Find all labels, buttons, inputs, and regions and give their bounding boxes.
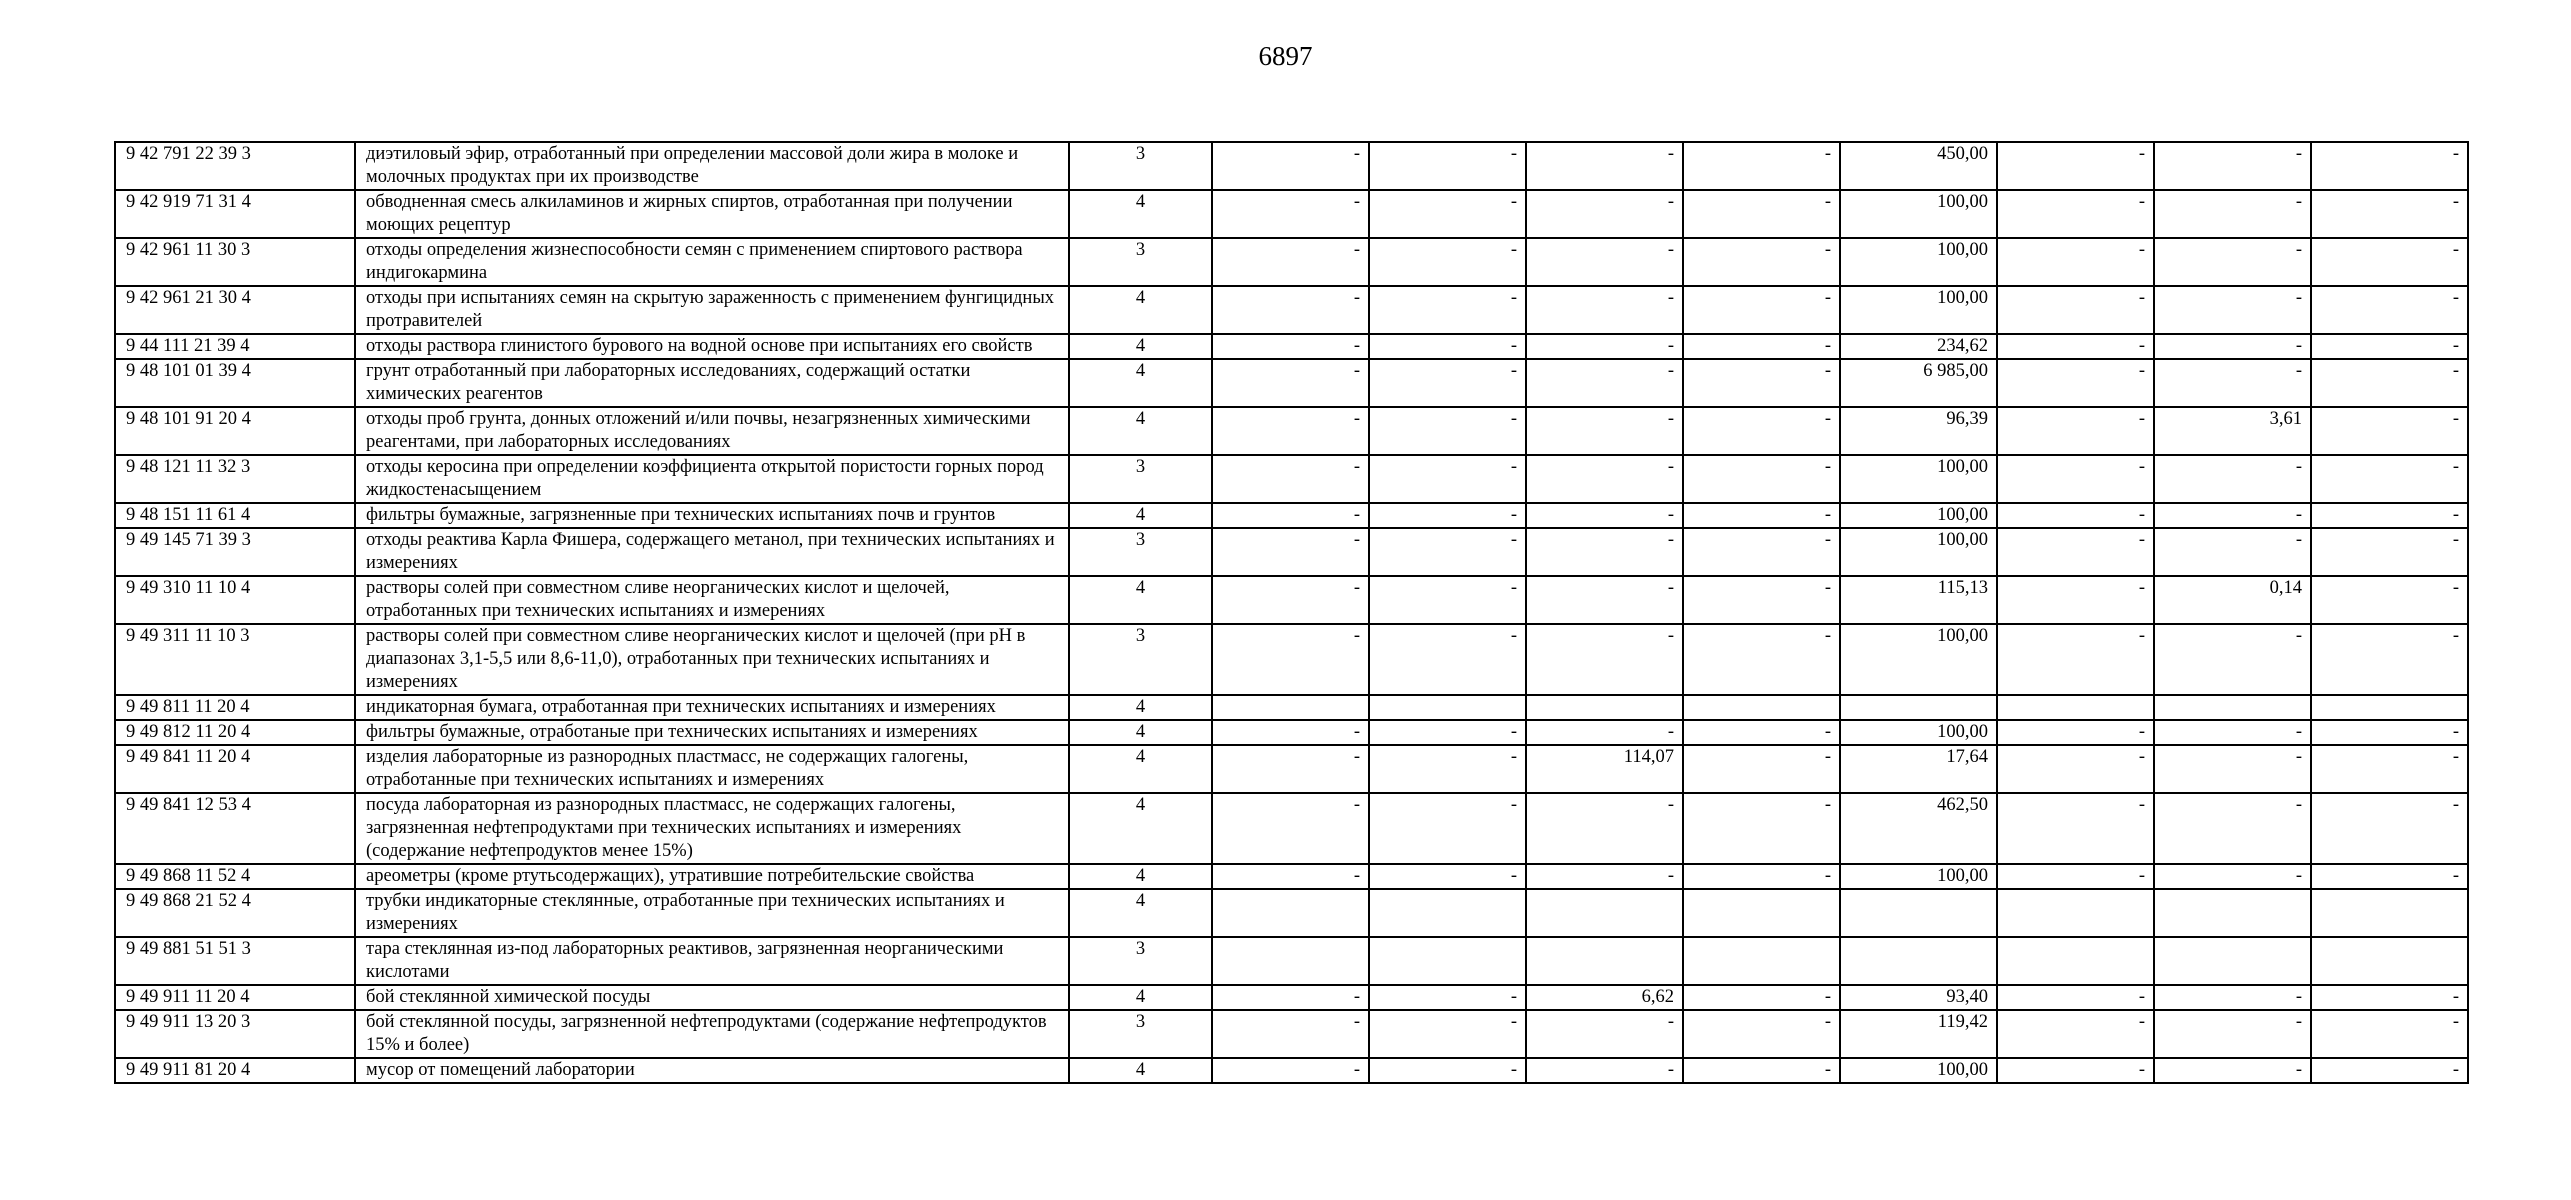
value-cell: - xyxy=(1997,503,2154,528)
waste-code-cell: 9 48 151 11 61 4 xyxy=(115,503,355,528)
table-row xyxy=(115,190,2468,238)
table-row xyxy=(115,455,2468,503)
value-cell: - xyxy=(1683,624,1840,695)
value-cell: - xyxy=(2154,793,2311,864)
hazard-class-cell: 3 xyxy=(1069,238,1212,286)
waste-code-cell: 9 49 841 11 20 4 xyxy=(115,745,355,793)
value-cell xyxy=(2154,695,2311,720)
waste-name-cell: отходы реактива Карла Фишера, содержащего метанол, при технических испытаниях и измерениях xyxy=(355,528,1069,576)
value-cell xyxy=(1526,889,1683,937)
value-cell: - xyxy=(2154,1010,2311,1058)
value-cell: - xyxy=(1526,528,1683,576)
value-cell: - xyxy=(1526,576,1683,624)
value-cell: - xyxy=(1997,334,2154,359)
value-cell: - xyxy=(1212,407,1369,455)
value-cell xyxy=(2154,937,2311,985)
table-row xyxy=(115,1010,2468,1058)
value-cell: - xyxy=(2154,455,2311,503)
waste-name-cell: отходы керосина при определении коэффициента открытой пористости горных пород жидкостенасыщением xyxy=(355,455,1069,503)
value-cell: - xyxy=(1369,793,1526,864)
value-cell xyxy=(1683,695,1840,720)
value-cell: - xyxy=(1683,455,1840,503)
value-cell: 450,00 xyxy=(1840,142,1997,190)
value-cell: - xyxy=(1683,190,1840,238)
value-cell: - xyxy=(1526,238,1683,286)
value-cell: - xyxy=(1212,238,1369,286)
waste-name-cell: фильтры бумажные, загрязненные при технических испытаниях почв и грунтов xyxy=(355,503,1069,528)
value-cell: 100,00 xyxy=(1840,720,1997,745)
value-cell xyxy=(1369,695,1526,720)
value-cell: - xyxy=(1997,142,2154,190)
value-cell: - xyxy=(1997,455,2154,503)
waste-code-cell: 9 42 961 21 30 4 xyxy=(115,286,355,334)
value-cell: - xyxy=(1683,334,1840,359)
table-row xyxy=(115,359,2468,407)
table-row xyxy=(115,576,2468,624)
hazard-class-cell: 3 xyxy=(1069,624,1212,695)
value-cell: - xyxy=(2311,793,2468,864)
table-row xyxy=(115,407,2468,455)
value-cell: - xyxy=(1526,503,1683,528)
value-cell: - xyxy=(2154,190,2311,238)
value-cell xyxy=(1212,695,1369,720)
waste-name-cell: индикаторная бумага, отработанная при технических испытаниях и измерениях xyxy=(355,695,1069,720)
value-cell xyxy=(2154,889,2311,937)
value-cell: - xyxy=(1212,793,1369,864)
hazard-class-cell: 4 xyxy=(1069,1058,1212,1083)
page-number: 6897 xyxy=(1258,41,1313,71)
value-cell: - xyxy=(2311,985,2468,1010)
value-cell: - xyxy=(1526,334,1683,359)
hazard-class-cell: 4 xyxy=(1069,359,1212,407)
table-row xyxy=(115,864,2468,889)
value-cell: - xyxy=(1369,503,1526,528)
value-cell xyxy=(1526,695,1683,720)
value-cell: - xyxy=(2311,359,2468,407)
waste-code-cell: 9 49 311 11 10 3 xyxy=(115,624,355,695)
value-cell: - xyxy=(1212,864,1369,889)
value-cell: - xyxy=(1369,238,1526,286)
value-cell: - xyxy=(1683,503,1840,528)
value-cell: 3,61 xyxy=(2154,407,2311,455)
hazard-class-cell: 4 xyxy=(1069,286,1212,334)
waste-name-cell: растворы солей при совместном сливе неорганических кислот и щелочей (при pH в диапазонах 3,1-5,5 или 8,6-11,0), отработанных при технических испытаниях и измерениях xyxy=(355,624,1069,695)
value-cell: - xyxy=(2154,1058,2311,1083)
waste-name-cell: отходы определения жизнеспособности семян с применением спиртового раствора индигокармина xyxy=(355,238,1069,286)
value-cell: - xyxy=(2311,1058,2468,1083)
value-cell: 100,00 xyxy=(1840,238,1997,286)
hazard-class-cell: 4 xyxy=(1069,864,1212,889)
value-cell: - xyxy=(1369,455,1526,503)
value-cell: - xyxy=(1997,238,2154,286)
value-cell: - xyxy=(1683,142,1840,190)
hazard-class-cell: 3 xyxy=(1069,142,1212,190)
value-cell: - xyxy=(2154,286,2311,334)
value-cell: - xyxy=(2311,528,2468,576)
hazard-class-cell: 3 xyxy=(1069,937,1212,985)
value-cell: - xyxy=(1212,745,1369,793)
waste-code-cell: 9 44 111 21 39 4 xyxy=(115,334,355,359)
value-cell: - xyxy=(1526,864,1683,889)
value-cell: 93,40 xyxy=(1840,985,1997,1010)
value-cell xyxy=(1840,695,1997,720)
value-cell: - xyxy=(2311,1010,2468,1058)
value-cell: - xyxy=(1526,1010,1683,1058)
value-cell: - xyxy=(1369,334,1526,359)
value-cell: - xyxy=(1997,745,2154,793)
value-cell: 100,00 xyxy=(1840,286,1997,334)
value-cell: - xyxy=(1997,985,2154,1010)
value-cell: 114,07 xyxy=(1526,745,1683,793)
waste-code-cell: 9 48 121 11 32 3 xyxy=(115,455,355,503)
hazard-class-cell: 4 xyxy=(1069,576,1212,624)
value-cell: - xyxy=(1683,745,1840,793)
value-cell: - xyxy=(1683,359,1840,407)
value-cell: 17,64 xyxy=(1840,745,1997,793)
hazard-class-cell: 4 xyxy=(1069,190,1212,238)
value-cell: - xyxy=(2311,190,2468,238)
value-cell: - xyxy=(1683,720,1840,745)
value-cell: - xyxy=(1683,528,1840,576)
waste-name-cell: тара стеклянная из-под лабораторных реактивов, загрязненная неорганическими кислотами xyxy=(355,937,1069,985)
waste-code-cell: 9 49 841 12 53 4 xyxy=(115,793,355,864)
table-row xyxy=(115,1058,2468,1083)
value-cell: - xyxy=(1369,286,1526,334)
value-cell: - xyxy=(1212,142,1369,190)
value-cell: - xyxy=(2154,528,2311,576)
value-cell: - xyxy=(1369,359,1526,407)
waste-code-cell: 9 49 881 51 51 3 xyxy=(115,937,355,985)
value-cell: - xyxy=(1526,359,1683,407)
value-cell: - xyxy=(2311,576,2468,624)
value-cell: - xyxy=(1526,624,1683,695)
value-cell: 100,00 xyxy=(1840,503,1997,528)
waste-name-cell: отходы проб грунта, донных отложений и/или почвы, незагрязненных химическими реагентами, при лабораторных исследованиях xyxy=(355,407,1069,455)
value-cell: - xyxy=(2311,286,2468,334)
value-cell: - xyxy=(2311,334,2468,359)
hazard-class-cell: 4 xyxy=(1069,695,1212,720)
value-cell: - xyxy=(1683,864,1840,889)
waste-name-cell: бой стеклянной посуды, загрязненной нефтепродуктами (содержание нефтепродуктов 15% и более) xyxy=(355,1010,1069,1058)
hazard-class-cell: 3 xyxy=(1069,455,1212,503)
value-cell: - xyxy=(2311,142,2468,190)
value-cell: - xyxy=(2311,407,2468,455)
value-cell: - xyxy=(2311,864,2468,889)
value-cell: - xyxy=(1369,745,1526,793)
value-cell: 96,39 xyxy=(1840,407,1997,455)
value-cell: - xyxy=(1369,407,1526,455)
waste-name-cell: отходы раствора глинистого бурового на водной основе при испытаниях его свойств xyxy=(355,334,1069,359)
waste-table xyxy=(114,141,2469,1084)
value-cell xyxy=(1997,695,2154,720)
value-cell: 100,00 xyxy=(1840,455,1997,503)
waste-code-cell: 9 49 868 11 52 4 xyxy=(115,864,355,889)
table-row xyxy=(115,793,2468,864)
value-cell: - xyxy=(1212,528,1369,576)
value-cell: 100,00 xyxy=(1840,864,1997,889)
table-row xyxy=(115,528,2468,576)
waste-code-cell: 9 49 868 21 52 4 xyxy=(115,889,355,937)
value-cell: - xyxy=(2154,503,2311,528)
value-cell: - xyxy=(1212,576,1369,624)
hazard-class-cell: 4 xyxy=(1069,407,1212,455)
waste-code-cell: 9 42 919 71 31 4 xyxy=(115,190,355,238)
waste-code-cell: 9 49 911 11 20 4 xyxy=(115,985,355,1010)
value-cell: - xyxy=(1369,864,1526,889)
value-cell: - xyxy=(1683,1058,1840,1083)
table-row xyxy=(115,503,2468,528)
table-row xyxy=(115,889,2468,937)
value-cell xyxy=(1683,937,1840,985)
hazard-class-cell: 4 xyxy=(1069,720,1212,745)
value-cell: 462,50 xyxy=(1840,793,1997,864)
value-cell: - xyxy=(1212,720,1369,745)
value-cell: - xyxy=(1369,624,1526,695)
waste-code-cell: 9 42 791 22 39 3 xyxy=(115,142,355,190)
value-cell: - xyxy=(1212,190,1369,238)
value-cell: 115,13 xyxy=(1840,576,1997,624)
waste-code-cell: 9 49 911 13 20 3 xyxy=(115,1010,355,1058)
value-cell: - xyxy=(2154,238,2311,286)
value-cell: - xyxy=(1526,190,1683,238)
waste-name-cell: обводненная смесь алкиламинов и жирных спиртов, отработанная при получении моющих рецептур xyxy=(355,190,1069,238)
value-cell: - xyxy=(1997,1058,2154,1083)
value-cell: - xyxy=(1369,528,1526,576)
waste-code-cell: 9 48 101 01 39 4 xyxy=(115,359,355,407)
waste-name-cell: диэтиловый эфир, отработанный при определении массовой доли жира в молоке и молочных продуктах при их производстве xyxy=(355,142,1069,190)
value-cell: - xyxy=(1212,624,1369,695)
value-cell xyxy=(1369,937,1526,985)
value-cell: - xyxy=(1212,334,1369,359)
hazard-class-cell: 4 xyxy=(1069,985,1212,1010)
waste-name-cell: фильтры бумажные, отработаные при технических испытаниях и измерениях xyxy=(355,720,1069,745)
value-cell xyxy=(2311,695,2468,720)
value-cell xyxy=(2311,889,2468,937)
waste-name-cell: мусор от помещений лаборатории xyxy=(355,1058,1069,1083)
value-cell: - xyxy=(1683,286,1840,334)
table-row xyxy=(115,142,2468,190)
value-cell: - xyxy=(1997,864,2154,889)
value-cell: - xyxy=(1997,720,2154,745)
value-cell xyxy=(1683,889,1840,937)
table-row xyxy=(115,937,2468,985)
waste-name-cell: изделия лабораторные из разнородных пластмасс, не содержащих галогены, отработанные при технических испытаниях и измерениях xyxy=(355,745,1069,793)
value-cell: - xyxy=(2311,745,2468,793)
value-cell: - xyxy=(1997,359,2154,407)
value-cell xyxy=(1369,889,1526,937)
value-cell: - xyxy=(1369,142,1526,190)
value-cell: - xyxy=(1369,1058,1526,1083)
waste-name-cell: отходы при испытаниях семян на скрытую зараженность с применением фунгицидных протравителей xyxy=(355,286,1069,334)
value-cell: - xyxy=(2154,624,2311,695)
table-row xyxy=(115,695,2468,720)
waste-name-cell: ареометры (кроме ртутьсодержащих), утратившие потребительские свойства xyxy=(355,864,1069,889)
value-cell: - xyxy=(1212,359,1369,407)
table-row xyxy=(115,624,2468,695)
value-cell xyxy=(2311,937,2468,985)
value-cell: - xyxy=(1683,407,1840,455)
value-cell: - xyxy=(1526,455,1683,503)
waste-code-cell: 9 49 310 11 10 4 xyxy=(115,576,355,624)
value-cell: - xyxy=(1997,624,2154,695)
value-cell: - xyxy=(1997,1010,2154,1058)
value-cell: - xyxy=(1369,576,1526,624)
hazard-class-cell: 4 xyxy=(1069,793,1212,864)
waste-code-cell: 9 48 101 91 20 4 xyxy=(115,407,355,455)
value-cell: 100,00 xyxy=(1840,624,1997,695)
hazard-class-cell: 4 xyxy=(1069,745,1212,793)
value-cell xyxy=(1997,937,2154,985)
value-cell: - xyxy=(1369,190,1526,238)
value-cell: - xyxy=(2154,359,2311,407)
value-cell: - xyxy=(2311,624,2468,695)
hazard-class-cell: 3 xyxy=(1069,1010,1212,1058)
value-cell: - xyxy=(1683,576,1840,624)
value-cell xyxy=(1997,889,2154,937)
table-row xyxy=(115,720,2468,745)
value-cell: - xyxy=(1369,720,1526,745)
table-row xyxy=(115,985,2468,1010)
value-cell: - xyxy=(1997,190,2154,238)
value-cell: - xyxy=(2311,455,2468,503)
value-cell: - xyxy=(1683,1010,1840,1058)
value-cell: - xyxy=(2154,745,2311,793)
value-cell: - xyxy=(2311,238,2468,286)
table-body xyxy=(115,142,2468,1083)
value-cell: 100,00 xyxy=(1840,190,1997,238)
value-cell: - xyxy=(2154,334,2311,359)
hazard-class-cell: 3 xyxy=(1069,528,1212,576)
value-cell: - xyxy=(2154,142,2311,190)
value-cell: 6 985,00 xyxy=(1840,359,1997,407)
table-row xyxy=(115,745,2468,793)
value-cell: - xyxy=(1526,286,1683,334)
waste-code-cell: 9 49 812 11 20 4 xyxy=(115,720,355,745)
value-cell xyxy=(1212,937,1369,985)
value-cell: - xyxy=(1997,576,2154,624)
table-row xyxy=(115,334,2468,359)
value-cell: - xyxy=(1212,503,1369,528)
value-cell: - xyxy=(1526,1058,1683,1083)
value-cell: - xyxy=(1212,286,1369,334)
hazard-class-cell: 4 xyxy=(1069,889,1212,937)
hazard-class-cell: 4 xyxy=(1069,503,1212,528)
value-cell: - xyxy=(1683,238,1840,286)
value-cell: - xyxy=(1526,407,1683,455)
waste-name-cell: растворы солей при совместном сливе неорганических кислот и щелочей, отработанных при технических испытаниях и измерениях xyxy=(355,576,1069,624)
value-cell xyxy=(1840,889,1997,937)
value-cell: - xyxy=(2311,720,2468,745)
waste-name-cell: бой стеклянной химической посуды xyxy=(355,985,1069,1010)
value-cell: - xyxy=(1997,407,2154,455)
waste-code-cell: 9 42 961 11 30 3 xyxy=(115,238,355,286)
value-cell: - xyxy=(2311,503,2468,528)
value-cell: - xyxy=(1683,793,1840,864)
waste-code-cell: 9 49 811 11 20 4 xyxy=(115,695,355,720)
value-cell: - xyxy=(1369,1010,1526,1058)
value-cell: - xyxy=(1212,1058,1369,1083)
value-cell: - xyxy=(2154,985,2311,1010)
value-cell: 6,62 xyxy=(1526,985,1683,1010)
value-cell: - xyxy=(1526,793,1683,864)
value-cell xyxy=(1526,937,1683,985)
value-cell: 234,62 xyxy=(1840,334,1997,359)
waste-code-cell: 9 49 145 71 39 3 xyxy=(115,528,355,576)
value-cell xyxy=(1212,889,1369,937)
value-cell: - xyxy=(1683,985,1840,1010)
value-cell: - xyxy=(2154,720,2311,745)
value-cell: - xyxy=(1212,455,1369,503)
value-cell: 0,14 xyxy=(2154,576,2311,624)
value-cell: - xyxy=(1997,528,2154,576)
waste-name-cell: трубки индикаторные стеклянные, отработанные при технических испытаниях и измерениях xyxy=(355,889,1069,937)
waste-name-cell: грунт отработанный при лабораторных исследованиях, содержащий остатки химических реагентов xyxy=(355,359,1069,407)
table-row xyxy=(115,238,2468,286)
value-cell: 100,00 xyxy=(1840,528,1997,576)
table-row xyxy=(115,286,2468,334)
value-cell: - xyxy=(1526,720,1683,745)
value-cell: - xyxy=(1212,985,1369,1010)
hazard-class-cell: 4 xyxy=(1069,334,1212,359)
value-cell: - xyxy=(1526,142,1683,190)
value-cell: 119,42 xyxy=(1840,1010,1997,1058)
value-cell: - xyxy=(2154,864,2311,889)
value-cell: - xyxy=(1997,286,2154,334)
waste-code-cell: 9 49 911 81 20 4 xyxy=(115,1058,355,1083)
value-cell: - xyxy=(1369,985,1526,1010)
value-cell: - xyxy=(1997,793,2154,864)
waste-name-cell: посуда лабораторная из разнородных пластмасс, не содержащих галогены, загрязненная нефтепродуктами при технических испытаниях и измерениях (содержание нефтепродуктов менее 15%) xyxy=(355,793,1069,864)
value-cell xyxy=(1840,937,1997,985)
value-cell: - xyxy=(1212,1010,1369,1058)
value-cell: 100,00 xyxy=(1840,1058,1997,1083)
